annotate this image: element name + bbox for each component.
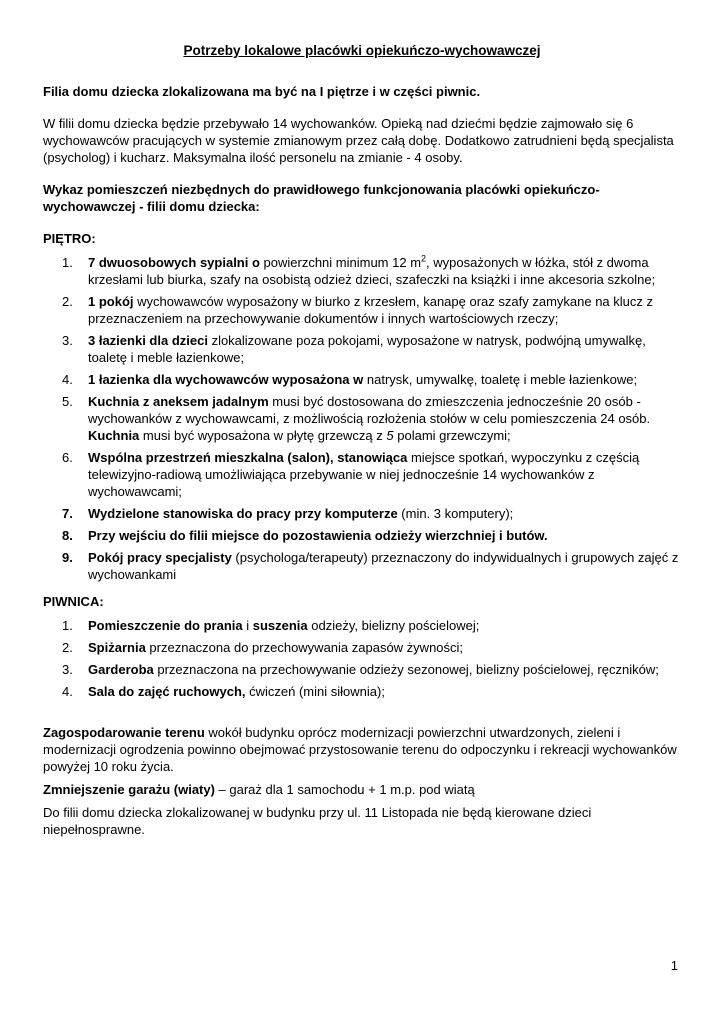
text-run: 7 dwuosobowych sypialni o — [88, 255, 264, 270]
text-run: wokół budynku oprócz modernizacji powierzchni utwardzonych, zieleni i modernizacji ogrodzenia powinno obejmować przystosowanie terenu do odpoczynku i rekreacji wychowanków powyżej 10 roku życia. — [43, 725, 677, 774]
text-run: polami grzewczymi; — [393, 428, 511, 443]
text-run: powierzchni minimum 12 m — [263, 255, 422, 270]
list-item-text — [88, 371, 681, 388]
list-item — [62, 449, 681, 500]
list-item-text — [88, 332, 681, 366]
text-run: natrysk, umywalkę, toaletę i meble łazienkowe; — [366, 372, 638, 387]
list-item-number: 7. — [62, 506, 73, 521]
text-run: (min. 3 komputery); — [401, 506, 514, 521]
list-item — [62, 371, 681, 388]
paragraph-zagospodarowanie-terenu — [43, 724, 681, 775]
text-run: Sala do zajęć ruchowych, — [88, 684, 250, 699]
text-run: Do filii domu dziecka zlokalizowanej w budynku przy ul. 11 Listopada nie będą kierowane dzieci niepełnosprawne. — [43, 805, 592, 837]
text-run: Zagospodarowanie terenu — [43, 725, 209, 740]
list-item-text — [88, 549, 681, 583]
text-run: 3 łazienki dla dzieci — [88, 333, 212, 348]
text-run: 5 — [386, 428, 394, 443]
text-run: Garderoba — [88, 662, 158, 677]
section-heading-piwnica: PIWNICA: — [43, 594, 104, 609]
text-run: Wydzielone stanowiska do pracy przy komputerze — [88, 506, 402, 521]
list-item — [62, 639, 681, 656]
list-item-number: 4. — [62, 372, 73, 387]
text-run: W filii domu dziecka będzie przebywało 14 wychowanków. Opieką nad dziećmi będzie zajmowało się 6 wychowawców pracujących w systemie zmianowym przez całą dobę. Dodatkowo zatrudnieni będą specjalista (psycholog) i kucharz. Maksymalna ilość personelu na zmianie - 4 osoby. — [43, 116, 674, 165]
text-run: musi być wyposażona w płytę grzewczą z — [142, 428, 387, 443]
text-run: Przy wejściu do filii miejsce do pozostawienia odzieży wierzchniej i butów. — [88, 528, 548, 543]
text-run: Spiżarnia — [88, 640, 150, 655]
list-item-number: 1. — [62, 618, 73, 633]
list-item-text — [88, 393, 681, 444]
paragraph-zmniejszenie-garazu — [43, 781, 681, 798]
paragraph-wykaz-pomieszczen — [43, 181, 681, 215]
list-item-number: 8. — [62, 528, 73, 543]
list-item-number: 4. — [62, 684, 73, 699]
list-item-number: 2. — [62, 294, 73, 309]
list-item — [62, 505, 681, 522]
text-run: 1 łazienka dla wychowawców wyposażona w — [88, 372, 367, 387]
text-run: i — [246, 618, 253, 633]
list-item — [62, 393, 681, 444]
text-run: przeznaczona na przechowywanie odzieży sezonowej, bielizny pościelowej, ręczników; — [157, 662, 659, 677]
list-item-text — [88, 617, 681, 634]
document-title: Potrzeby lokalowe placówki opiekuńczo-wychowawczej — [183, 43, 541, 58]
list-item-text — [88, 639, 681, 656]
text-run: Wspólna przestrzeń mieszkalna (salon), stanowiąca — [88, 450, 411, 465]
paragraph-dzieci-niepelnosprawne — [43, 804, 681, 838]
list-item-number: 6. — [62, 450, 73, 465]
text-run: 2 — [421, 253, 427, 264]
list-item-text — [88, 661, 681, 678]
text-run: miejsce spotkań, wypoczynku z częścią telewizyjno-radiową umożliwiająca przebywanie w niej jednocześnie 14 wychowanków z wychowawcami; — [88, 450, 640, 499]
list-item-number: 5. — [62, 394, 73, 409]
section-heading-pietro: PIĘTRO: — [43, 231, 96, 246]
text-run: Pomieszczenie do prania — [88, 618, 247, 633]
paragraph-opis-filii — [43, 115, 681, 166]
list-item — [62, 617, 681, 634]
list-pietro — [43, 254, 681, 583]
text-run: suszenia — [252, 618, 312, 633]
text-run: – garaż dla 1 samochodu + 1 m.p. pod wiatą — [218, 782, 475, 797]
text-run: Pokój pracy specjalisty — [88, 550, 236, 565]
text-run: Zmniejszenie garażu (wiaty) — [43, 782, 219, 797]
list-item-text — [88, 505, 681, 522]
list-item-text — [88, 527, 681, 544]
text-run: (psychologa/terapeuty) przeznaczony do indywidualnych i grupowych zajęć z wychowankami — [88, 550, 679, 582]
paragraph-filia-lokalizacja — [43, 83, 681, 100]
list-item — [62, 527, 681, 544]
text-run: Filia domu dziecka zlokalizowana ma być na I piętrze i w części piwnic. — [43, 84, 481, 99]
text-run: odzieży, bielizny pościelowej; — [311, 618, 480, 633]
list-item-number: 2. — [62, 640, 73, 655]
list-item-text — [88, 683, 681, 700]
list-item — [62, 549, 681, 583]
list-item-number: 9. — [62, 550, 73, 565]
list-item — [62, 661, 681, 678]
list-piwnica — [43, 617, 681, 700]
text-run: musi być dostosowana do zmieszczenia jednocześnie 20 osób - wychowanków z wychowawcami, z możliwością rozłożenia stołów w celu pomieszczenia 24 osób. — [88, 394, 651, 426]
text-run: Wykaz pomieszczeń niezbędnych do prawidłowego funkcjonowania placówki opiekuńczo-wychowawczej - filii domu dziecka: — [43, 182, 600, 214]
text-run: zlokalizowane poza pokojami, wyposażone w natrysk, podwójną umywalkę, toaletę i meble łazienkowe; — [88, 333, 646, 365]
text-run: przeznaczona do przechowywania zapasów żywności; — [149, 640, 464, 655]
list-item-text — [88, 293, 681, 327]
list-item-number: 3. — [62, 333, 73, 348]
text-run: 1 pokój — [88, 294, 138, 309]
text-run: wychowawców wyposażony w biurko z krzesłem, kanapę oraz szafy zamykane na klucz z przeznaczeniem na przechowywanie dokumentów i innych wartościowych rzeczy; — [88, 294, 653, 326]
page-number: 1 — [670, 958, 678, 973]
list-item — [62, 254, 681, 288]
list-item-number: 3. — [62, 662, 73, 677]
text-run: ćwiczeń (mini siłownia); — [249, 684, 385, 699]
list-item — [62, 332, 681, 366]
text-run: Kuchnia — [88, 428, 143, 443]
list-item-text — [88, 254, 681, 288]
list-item-text — [88, 449, 681, 500]
list-item — [62, 683, 681, 700]
list-item — [62, 293, 681, 327]
text-run: Kuchnia z aneksem jadalnym — [88, 394, 273, 409]
list-item-number: 1. — [62, 255, 73, 270]
text-run: , wyposażonych w łóżka, stół z dwoma krzesłami lub biurka, szafy na osobistą odzież dzieci, szafeczki na książki i inne akcesoria szkolne; — [88, 255, 656, 287]
